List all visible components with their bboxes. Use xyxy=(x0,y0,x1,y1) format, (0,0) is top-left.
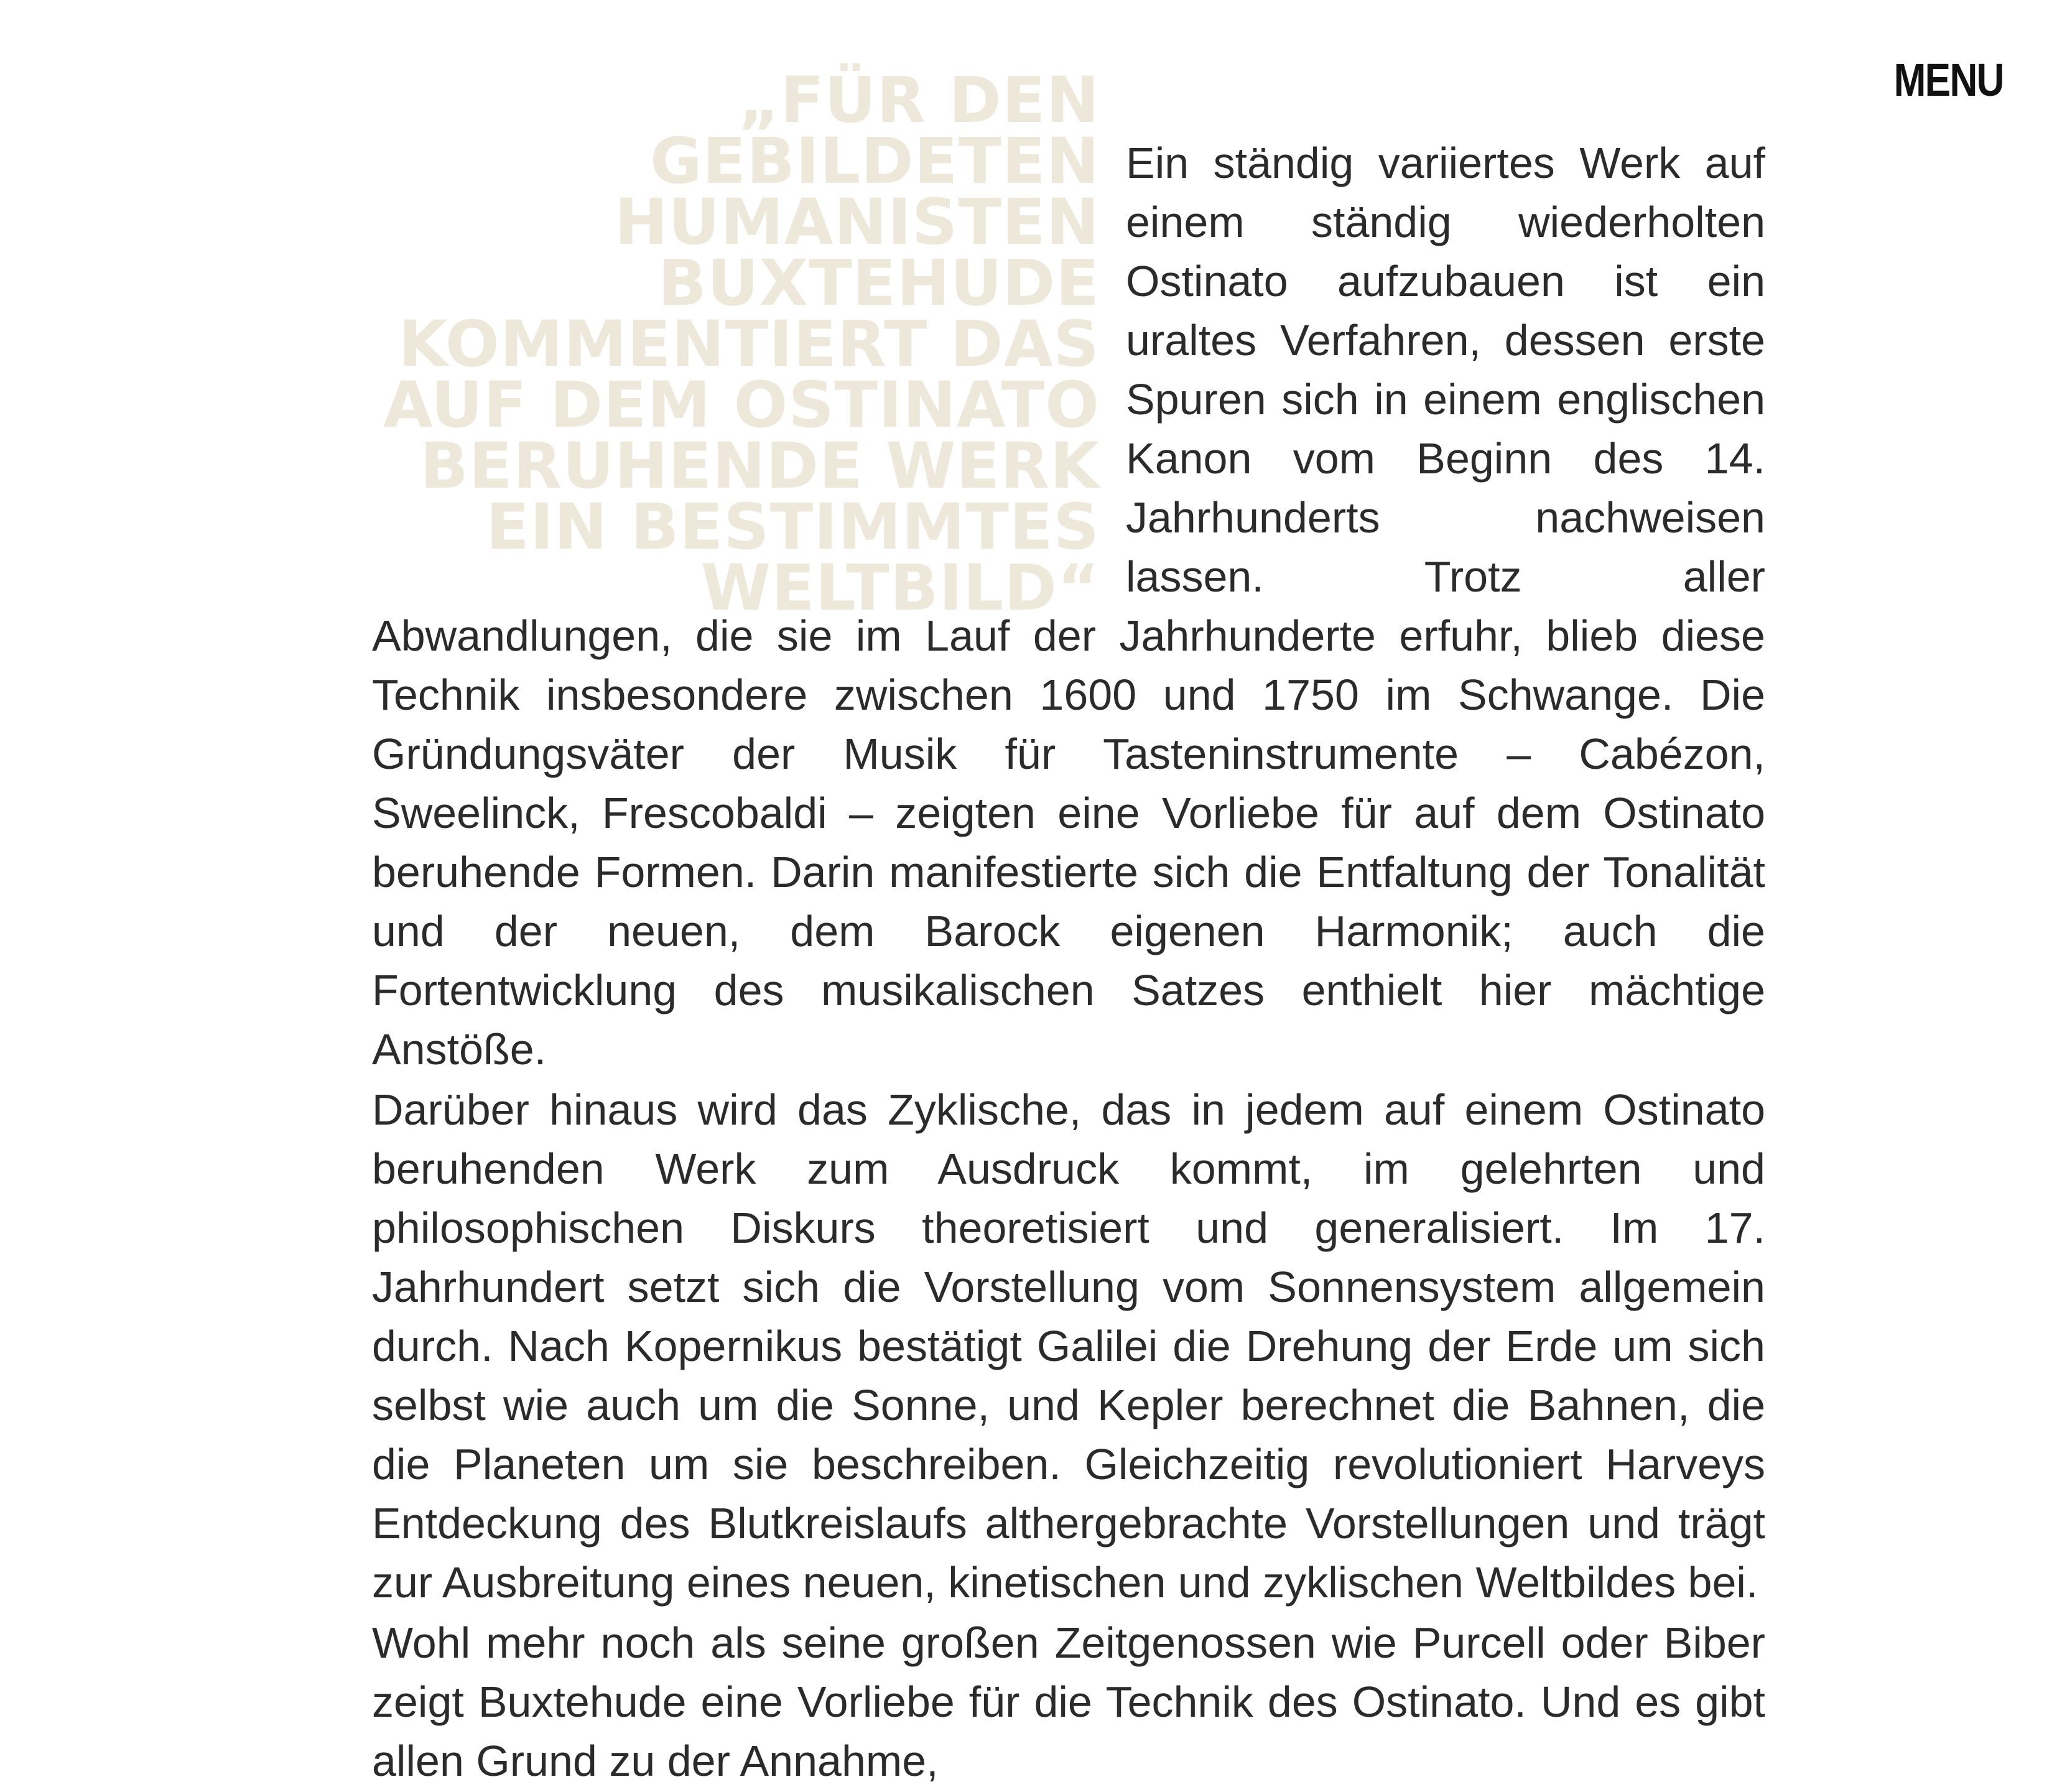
pull-quote: „FÜR DEN GEBILDETEN HUMANISTEN BUXTEHUDE KOMMENTIERT DAS AUF DEM OSTINATO BERUHENDE WERK EIN BESTIMMTES WELTBILD“ xyxy=(383,63,1100,625)
menu-button[interactable]: MENU xyxy=(1893,54,2004,106)
pull-quote-spacer xyxy=(372,134,1126,606)
article-paragraph: Ein ständig variiertes Werk auf einem ständig wiederholten Ostinato aufzubauen ist ein uraltes Verfahren, dessen erste Spuren sich in einem englischen Kanon vom Beginn des 14. Jahrhunderts nachweisen lassen. Trotz aller Abwandlungen, die sie im Lauf der Jahrhunderte erfuhr, blieb diese Technik insbesondere zwischen 1600 und 1750 im Schwange. Die Gründungsväter der Musik für Tasteninstrumente – Cabézon, Sweelinck, Frescobaldi – zeigten eine Vorliebe für auf dem Ostinato beruhende Formen. Darin manifestierte sich die Entfaltung der Tonalität und der neuen, dem Barock eigenen Harmonik; auch die Fortentwicklung des musikalischen Satzes enthielt hier mächtige Anstöße. xyxy=(372,139,1765,1074)
article-paragraph: Darüber hinaus wird das Zyklische, das in jedem auf einem Ostinato beruhenden Werk zum Ausdruck kommt, im gelehrten und philosophischen Diskurs theoretisiert und generalisiert. Im 17. Jahrhundert setzt sich die Vorstellung vom Sonnensystem allgemein durch. Nach Kopernikus bestätigt Galilei die Drehung der Erde um sich selbst wie auch um die Sonne, und Kepler berechnet die Bahnen, die die Planeten um sie beschreiben. Gleichzeitig revolutioniert Harveys Entdeckung des Blutkreislaufs althergebrachte Vorstellungen und trägt zur Ausbreitung eines neuen, kinetischen und zyklischen Weltbildes bei. xyxy=(372,1085,1765,1607)
article-body xyxy=(372,134,1765,1792)
article-paragraph: Wohl mehr noch als seine großen Zeitgenossen wie Purcell oder Biber zeigt Buxtehude eine Vorliebe für die Technik des Ostinato. Und es gibt allen Grund zu der Annahme, xyxy=(372,1618,1765,1785)
